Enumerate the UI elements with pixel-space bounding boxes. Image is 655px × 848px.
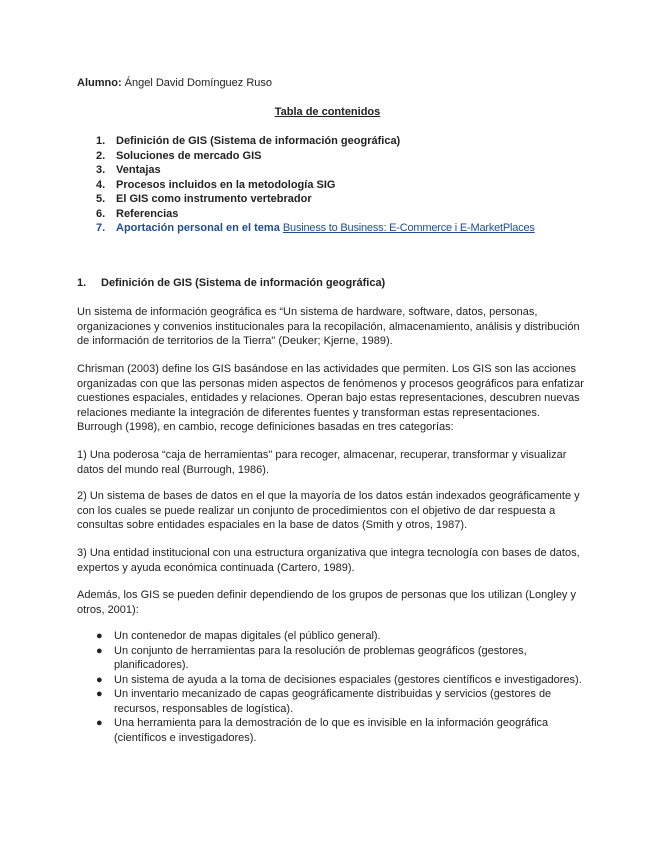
toc-list — [96, 134, 535, 236]
list-item — [96, 629, 582, 644]
toc-item — [96, 134, 535, 149]
toc-item-label: Referencias — [116, 207, 179, 220]
section-title: Definición de GIS (Sistema de información geográfica) — [101, 277, 386, 289]
toc-item-label: Definición de GIS (Sistema de información geográfica) — [116, 135, 401, 147]
bullet-icon: ● — [96, 630, 103, 642]
bullet-icon: ● — [96, 717, 103, 729]
list-item-line: Un sistema de ayuda a la toma de decisiones espaciales (gestores científicos e investigadores). — [114, 673, 582, 686]
paragraph-line: 2) Un sistema de bases de datos en el que la mayoría de los datos están indexados geográficamente y — [77, 490, 580, 502]
toc-item — [96, 163, 535, 178]
toc-item-number: 2. — [96, 149, 106, 162]
paragraph-category-3 — [77, 546, 580, 575]
list-item — [96, 644, 582, 673]
bullet-icon: ● — [96, 644, 103, 657]
paragraph-longley — [77, 588, 576, 617]
student-label: Alumno: — [77, 77, 122, 89]
toc-item-number: 7. — [96, 222, 106, 234]
section-heading — [77, 277, 385, 289]
list-item — [96, 716, 582, 745]
toc-item — [96, 178, 535, 193]
toc-item — [96, 221, 535, 236]
toc-item-number: 6. — [96, 207, 106, 220]
toc-item-number: 1. — [96, 135, 106, 147]
toc-item-number: 3. — [96, 164, 106, 176]
list-item-line: planificadores). — [114, 659, 189, 671]
list-item-line: Una herramienta para la demostración de lo que es invisible en la información geográfica — [114, 717, 549, 729]
paragraph-line: 1) Una poderosa “caja de herramientas" para recoger, almacenar, recuperar, transformar y visualizar — [77, 449, 567, 461]
paragraph-line: Chrisman (2003) define los GIS basándose en las actividades que permiten. Los GIS son las acciones — [77, 363, 576, 375]
paragraph-line: de información de territorios de la Tierra" (Deuker; Kjerne, 1989). — [77, 335, 393, 347]
bullet-icon: ● — [96, 673, 103, 686]
toc-item — [96, 149, 535, 164]
paragraph-line: 3) Una entidad institucional con una estructura organizativa que integra tecnología con bases de datos, — [77, 547, 580, 559]
paragraph-line: otros, 2001): — [77, 603, 139, 616]
section-number: 1. — [77, 277, 87, 289]
paragraph-line: Además, los GIS se pueden definir dependiendo de los grupos de personas que los utilizan (Longley y — [77, 589, 576, 601]
paragraph-line: expertos y ayuda económica continuada (Cartero, 1989). — [77, 561, 355, 574]
paragraph-line: Burrough (1998), en cambio, recoge definiciones basadas en tres categorías: — [77, 421, 454, 433]
toc-item-label: Procesos incluidos en la metodología SIG — [116, 178, 336, 191]
paragraph-line: datos del mundo real (Burrough, 1986). — [77, 463, 270, 476]
paragraph-definition — [77, 305, 580, 349]
paragraph-chrisman — [77, 362, 584, 435]
paragraph-line: organizadas con que las personas miden aspectos de fenómenos y procesos geográficos para enfatizar — [77, 377, 584, 390]
student-line — [77, 77, 272, 89]
toc-item-number: 5. — [96, 193, 106, 205]
list-item-line: Un contenedor de mapas digitales (el público general). — [114, 630, 381, 642]
list-item-line: Un conjunto de herramientas para la resolución de problemas geográficos (gestores, — [114, 644, 527, 657]
list-item-line: recursos, responsables de logística). — [114, 702, 294, 715]
toc-item-number: 4. — [96, 178, 106, 191]
paragraph-line: relaciones mediante la integración de diferentes fuentes y transforman estas representaciones. — [77, 406, 540, 419]
toc-item — [96, 192, 535, 207]
toc-item — [96, 207, 535, 222]
toc-item-label: Soluciones de mercado GIS — [116, 149, 262, 162]
bullet-list — [96, 629, 582, 745]
toc-item-label: El GIS como instrumento vertebrador — [116, 193, 312, 205]
toc-item-link[interactable]: Business to Business: E-Commerce i E-MarketPlaces — [282, 222, 535, 234]
paragraph-category-2 — [77, 489, 580, 533]
paragraph-line: con los cuales se puede realizar un conjunto de procedimientos con el objetivo de dar respuesta a — [77, 504, 556, 517]
list-item — [96, 687, 582, 716]
list-item — [96, 673, 582, 688]
student-name: Ángel David Domínguez Ruso — [124, 77, 273, 89]
paragraph-line: organizaciones y convenios institucionales para la recopilación, almacenamiento, análisis y distribución — [77, 320, 580, 333]
toc-item-label: Ventajas — [116, 164, 161, 176]
paragraph-line: Un sistema de información geográfica es “Un sistema de hardware, software, datos, personas, — [77, 306, 538, 318]
bullet-icon: ● — [96, 688, 103, 700]
paragraph-category-1 — [77, 448, 566, 477]
list-item-line: Un inventario mecanizado de capas geográficamente distribuidas y servicios (gestores de — [114, 688, 552, 700]
paragraph-line: cuestiones espaciales, entidades y relaciones. Operan bajo estas representaciones, descubren nuevas — [77, 392, 580, 404]
list-item-line: (científicos e investigadores). — [114, 731, 257, 744]
paragraph-line: consultas sobre entidades espaciales en la base de datos (Smith y otros, 1987). — [77, 519, 468, 531]
toc-item-label: Aportación personal en el tema — [116, 222, 280, 234]
toc-title: Tabla de contenidos — [274, 106, 381, 118]
